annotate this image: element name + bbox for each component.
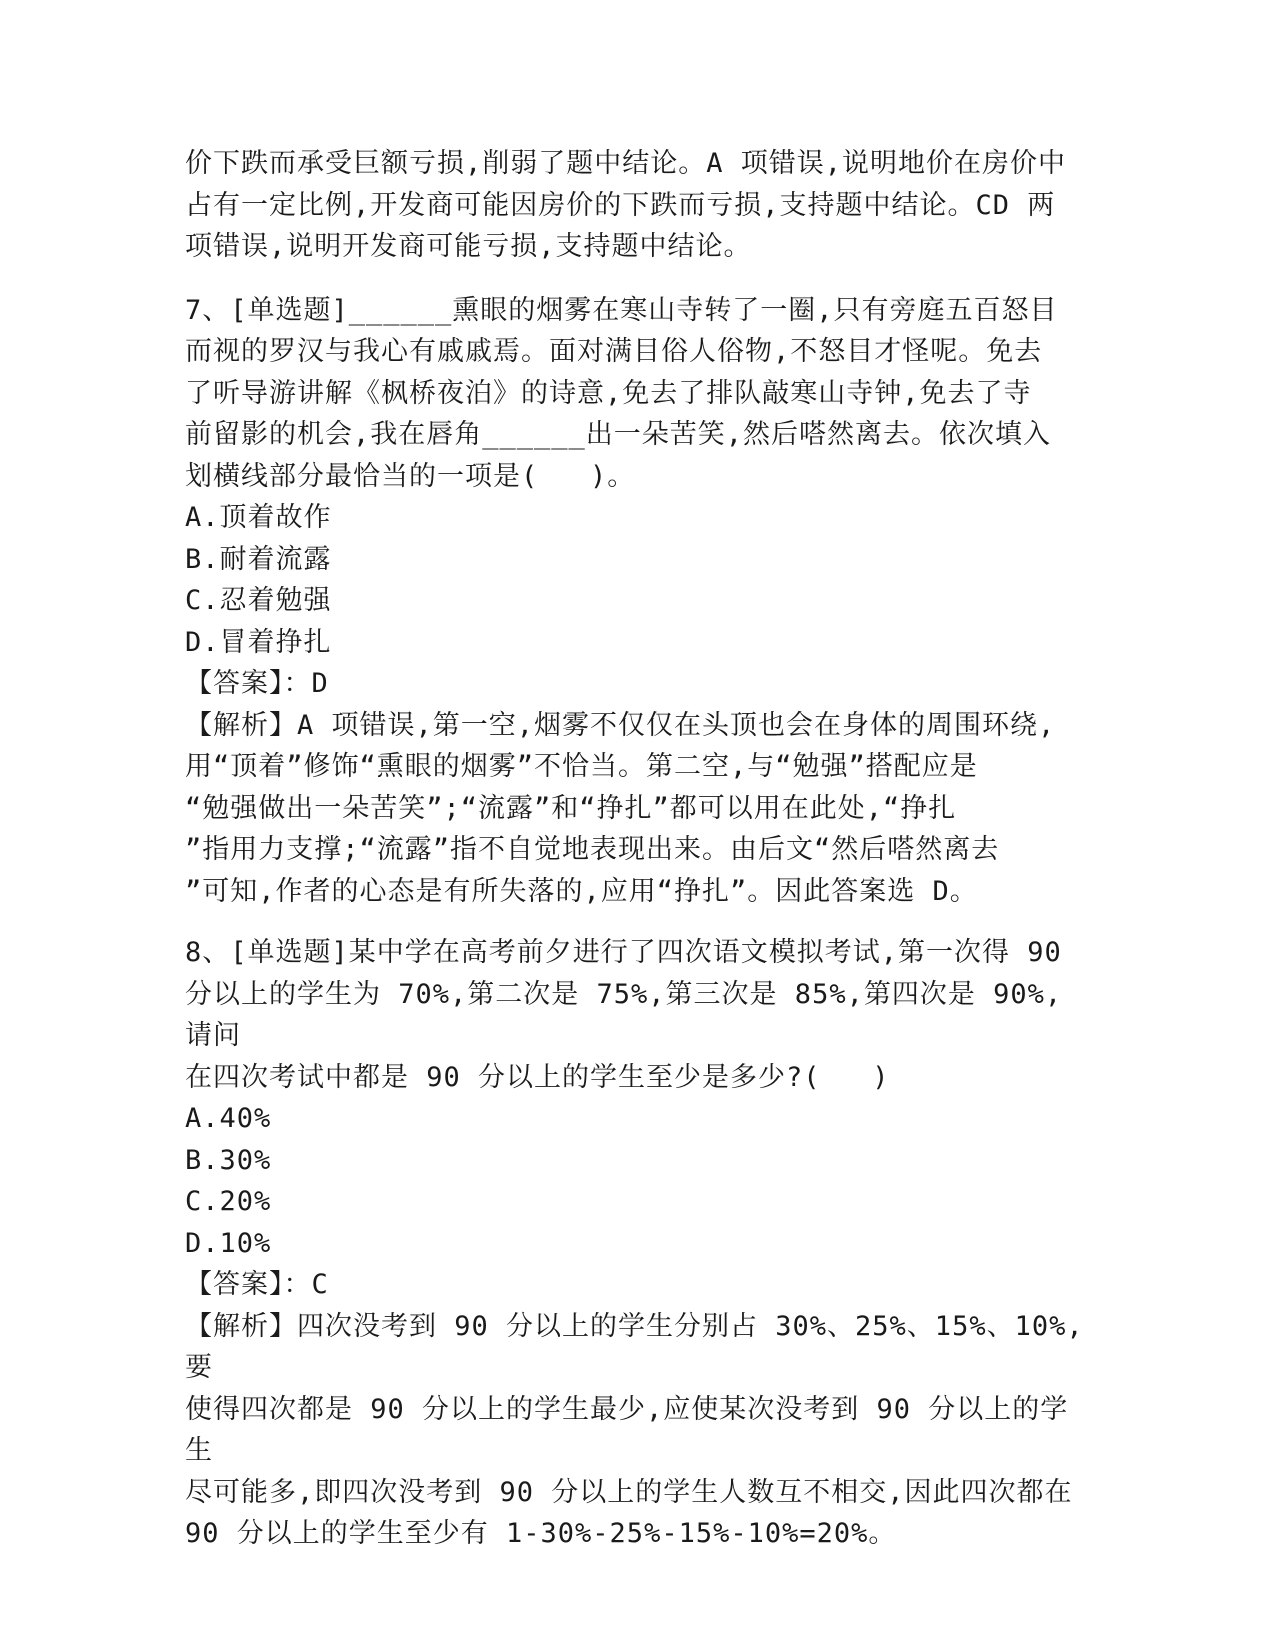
text-line: 8、[单选题]某中学在高考前夕进行了四次语文模拟考试,第一次得 90	[185, 937, 1062, 968]
text-line: 90 分以上的学生至少有 1-30%-25%-15%-10%=20%。	[185, 1518, 897, 1549]
option-list	[185, 1098, 1090, 1264]
option-b: B.30%	[185, 1144, 272, 1176]
text-line: ”可知,作者的心态是有所失落的,应用“挣扎”。因此答案选 D。	[185, 875, 978, 907]
text-line: 划横线部分最恰当的一项是( )。	[185, 460, 636, 492]
option-a: A.40%	[185, 1103, 272, 1134]
text-line: “勉强做出一朵苦笑”;“流露”和“挣扎”都可以用在此处,“挣扎	[185, 792, 957, 824]
question-stem	[185, 932, 1090, 1098]
option-list	[185, 497, 1090, 663]
text-line: 使得四次都是 90 分以上的学生最少,应使某次没考到 90 分以上的学生	[185, 1393, 1069, 1466]
question-stem	[185, 290, 1090, 498]
previous-analysis-continuation	[185, 143, 1090, 268]
question-8	[185, 932, 1090, 1555]
option-d: D.10%	[185, 1227, 272, 1259]
option-a: A.顶着故作	[185, 502, 332, 533]
text-line: 7、[单选题]______熏眼的烟雾在寒山寺转了一圈,只有旁庭五百怒目	[185, 294, 1058, 326]
document-page	[185, 143, 1090, 1555]
text-line: 【解析】四次没考到 90 分以上的学生分别占 30%、25%、15%、10%,要	[185, 1310, 1084, 1383]
text-line: 用“顶着”修饰“熏眼的烟雾”不恰当。第二空,与“勉强”搭配应是	[185, 751, 978, 782]
text-line: 在四次考试中都是 90 分以上的学生至少是多少?( )	[185, 1061, 890, 1093]
analysis-block	[185, 1306, 1090, 1555]
analysis-block	[185, 705, 1090, 913]
text-line: 占有一定比例,开发商可能因房价的下跌而亏损,支持题中结论。CD 两	[185, 189, 1056, 221]
answer-line: 【答案】：C	[185, 1269, 329, 1300]
text-line: 项错误,说明开发商可能亏损,支持题中结论。	[185, 231, 752, 262]
text-line: 而视的罗汉与我心有戚戚焉。面对满目俗人俗物,不怒目才怪呢。免去	[185, 336, 1043, 367]
answer-line: 【答案】：D	[185, 668, 329, 699]
option-c: C.忍着勉强	[185, 585, 332, 616]
text-line: 前留影的机会,我在唇角______出一朵苦笑,然后嗒然离去。依次填入	[185, 419, 1052, 450]
text-line: 尽可能多,即四次没考到 90 分以上的学生人数互不相交,因此四次都在	[185, 1476, 1073, 1508]
option-b: B.耐着流露	[185, 543, 332, 575]
text-line: 了听导游讲解《枫桥夜泊》的诗意,免去了排队敲寒山寺钟,免去了寺	[185, 377, 1032, 409]
text-line: ”指用力支撑;“流露”指不自觉地表现出来。由后文“然后嗒然离去	[185, 834, 1000, 865]
text-line: 分以上的学生为 70%,第二次是 75%,第三次是 85%,第四次是 90%,请问	[185, 978, 1063, 1051]
option-d: D.冒着挣扎	[185, 626, 332, 658]
text-line: 【解析】A 项错误,第一空,烟雾不仅仅在头顶也会在身体的周围环绕,	[185, 709, 1056, 741]
text-line: 价下跌而承受巨额亏损,削弱了题中结论。A 项错误,说明地价在房价中	[185, 148, 1067, 179]
option-c: C.20%	[185, 1186, 272, 1217]
question-7	[185, 290, 1090, 913]
